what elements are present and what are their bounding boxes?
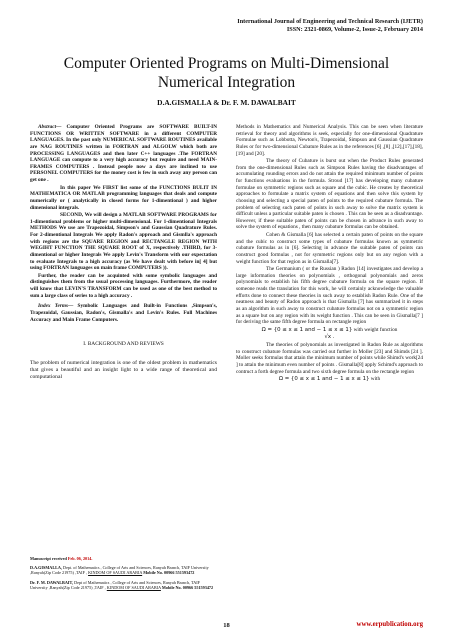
- abstract-paragraph-1: [30, 124, 217, 184]
- body-paragraph-1: Methods in Mathematics and Numerical Analysis. This can be seen when literature retrieval for theory and algorithms is seek, especially for one-dimensional Quadrature Formulae such as Lobbotta, Newton's, Trapezoidal, Simpson and Gaussian Quadrature Rules or for two-dimensional Cubature Rules as in the references [6] ,[8] ,[12],[17],[18], [19] and [20].: [236, 124, 423, 157]
- author1-name: D.A.GISMALLA,: [30, 565, 62, 571]
- journal-issn: ISSN: 2321-0869, Volume-2, Issue-2, February 2014: [286, 26, 423, 33]
- author2-name: Dr. F. M. DAWALBAIT,: [30, 579, 74, 585]
- footnotes: [30, 556, 217, 594]
- paper-authors: D.A.GISMALLA & Dr. F. M. DAWALBAIT: [157, 98, 296, 107]
- body-paragraph-2: The theory of Cubature is burst out when the Product Rules generated from the one-dimensional Rules such as Simpson Rules having the disadvantages of accumulating rounding errors and do not attain the required minimum number of points for functions evaluations in the formula. Stroud [17] has developing many cubature formulae on symmetric regions such as square and the cubic. He creates by theoretical approaches to formulate a matrix system of equations and then solve this system by choosing and selecting a special paten of points to the required cubature formula. The problem of selecting such paten of points in such away to solve the matrix system is difficult unless a particular suitable paten is chosen . This can be seen as a disadvantage. However, if these suitable paten of points can be chosen in advance in such away to solve the system of equations , then many cubature formulas can be obtained.: [236, 158, 423, 231]
- author1-mobile: Mobile No. 00966 551593472: [143, 570, 195, 576]
- author1-country: KINDOM OF SAUDI ARABIA: [88, 570, 143, 576]
- manuscript-label: Manuscript received: [30, 556, 67, 561]
- weight-equation: √x .: [324, 334, 335, 341]
- abstract-paragraph-4: Further, the reader can be acquinted with some symbolic languages and distinguishes them from the usual processing languages. Furthermore, the reader will know that LEVIN'S TRANSFORM can be used as one of the best method to sum a large class of series to a high accuracy .: [30, 272, 217, 299]
- intro-paragraph: The problem of numerical integration is one of the oldest problem in mathematics that gives a beautiful and an insight light to a wide range of theoretical and computational: [30, 359, 217, 380]
- manuscript-date: Feb. 06, 2014.: [67, 556, 93, 561]
- author2-affiliation: Dept of Mathematics , College of Arts and Sciences, Ranyah Branch, TAIF University ,Ranyah(Zip Code 21975) ,TAIF ,: [30, 579, 200, 590]
- abstract-label: Abstract: [38, 124, 57, 130]
- weight-formula: [236, 334, 423, 341]
- region-tail-1: with weight function: [353, 326, 398, 333]
- section-heading: I. BACKGROUND AND REVIEWS: [83, 341, 164, 348]
- index-terms-text: — Symbolic Languages and Built-in Functions ,Simpson's, Trapezoidal, Gaussian, Radon's, Gismalla's and Levin's Rules. Full Machines Accuracy and Main Frame Computers.: [30, 303, 217, 323]
- index-terms-label: Index Terms: [38, 303, 69, 310]
- author2-mobile: Mobile No. 00966 551593472: [161, 584, 214, 590]
- body-paragraph-5: The theories of polynomials as investigated in Radon Rule as algorithms to construct cubature formulas was carried out further in Moller [23] and Shimds [24 ]. Moller seeks formulas that attain the minimum number of points while Shimd's work[24 ] to attain the minimum even number of points . Gismalla[8] apply Schimd's approach to contruct a forth degree formula and two sixth degree formula on the rectangle region: [236, 342, 423, 375]
- journal-name: International Journal of Engineering and Technical Research (IJETR): [237, 18, 423, 25]
- paper-title: Computer Oriented Programs on Multi-Dimensional Numerical Integration: [63, 55, 390, 91]
- abstract-text-1: — Computer Oriented Programs are SOFTWARE BUILT-IN FUNCTIONS OR WRITTEN SOFTWARE in a different COMPUTER LANGUAGES. In the past only NUMERICAL SOFTWARE ROUTINES available are NAG ROUTINES written in FORTRAN and ALGOLW which both are PROCESSING LANGUAGES and then later C++ languages .The FORTRAN LANGUAGE can compute to a very high accuracy but require and need MAIN-FRAMES COMPUTERS . Instead people now a days are inclined to use PERSONEL COMPUTERS for the money cost is few in such away any person can get one .: [30, 124, 217, 183]
- body-paragraph-3: Cohen & Gismalla [6] has selected a certain paten of points on the square and the cubic to construct some types of cubature formulas known as symmetric cubature formulas as in [6]. Selecting in advance the suitable paten of points can construct good formulas , not for symmetric regions only but on any region with a weight function for that region as in Gismalla[7].: [236, 232, 423, 265]
- right-column: [236, 124, 423, 384]
- abstract-paragraph-2: In this paper We FIRST list some of the FUNCTIONS BULIT IN MATHEMATICA OR MATLAB programming languages that deals and compute numerically or ( analytically in closed forms for 1-dimentional ) and higher dimensional integrals.: [30, 184, 217, 211]
- website-link[interactable]: www.erpublication.org: [356, 621, 423, 628]
- region-equation-1: Ω = {0 ≤ x ≤ 1 and − 1 ≤ x ≤ 1}: [261, 326, 353, 333]
- region-tail-2: with: [370, 376, 381, 383]
- author1-footnote: [30, 565, 217, 575]
- journal-header: [237, 18, 423, 34]
- index-terms: [30, 303, 217, 323]
- manuscript-received: [30, 556, 217, 561]
- author1-affiliation: Dept. of Mathematics , College of Arts and Sciences, Ranyah Branch, TAIF University ,Ranyah(Zip Code 21975) ,TAIF ,: [30, 565, 209, 576]
- author2-footnote: [30, 580, 217, 590]
- region-formula-2: [236, 376, 423, 383]
- author2-country: KINDOM OF SAUDI ARABIA: [106, 584, 161, 590]
- region-equation-2: Ω = {0 ≤ x ≤ 1 and − 1 ≤ x ≤ 1}: [278, 376, 370, 383]
- body-paragraph-4: The Germanium ( or the Russian ) Radon [14] investigates and develop a large information theories on polynomials , orthogonal polynomials and zeros polynomials to establish his fifth degree cubature formula on the square region. If someone reads the translation for this work, he will certainly acknowledge the valuable efforts done to connect these theories in such away to establish Radon Rule. One of the neatness and beauty of Radon approach is that Gismalla [7] has summarized it in steps as an algorithm in such away to construct cubature formulas not on a symmetric region as a square but on any region with its weight function . This can be seen in Gismalla[7 ] for deriving the same fifth degree formula on rectangle region: [236, 266, 423, 326]
- abstract-paragraph-3: SECOND, We will design a MATLAB SOFTWARE PROGRAMS for 1-dimentional problems or higher multi-dimensional. For 1-dimentional Integrals METHODS We use are Trapezoidal, Simpson's and Gaussian Quadrature Rules. For 2-dimentional Integrals We apply Radon's approach and Gismlla's approach with regions are the SQUARE REGION and RECTANGLE REGION WITH WEGIHT FUNCTION THE SQUARE ROOT of X, respectively .THIRD, for 3-dimentional or higher Integrals We apply Levin's Transform with our expectation to evaluate Integrals to a high accuracy (as We have dealt with before in[ 4] but using FORTRAN languages on main frame COMPUTERS )).: [30, 212, 217, 272]
- left-column: [30, 124, 217, 382]
- region-formula-1: [236, 327, 423, 334]
- page-number: 18: [223, 622, 230, 629]
